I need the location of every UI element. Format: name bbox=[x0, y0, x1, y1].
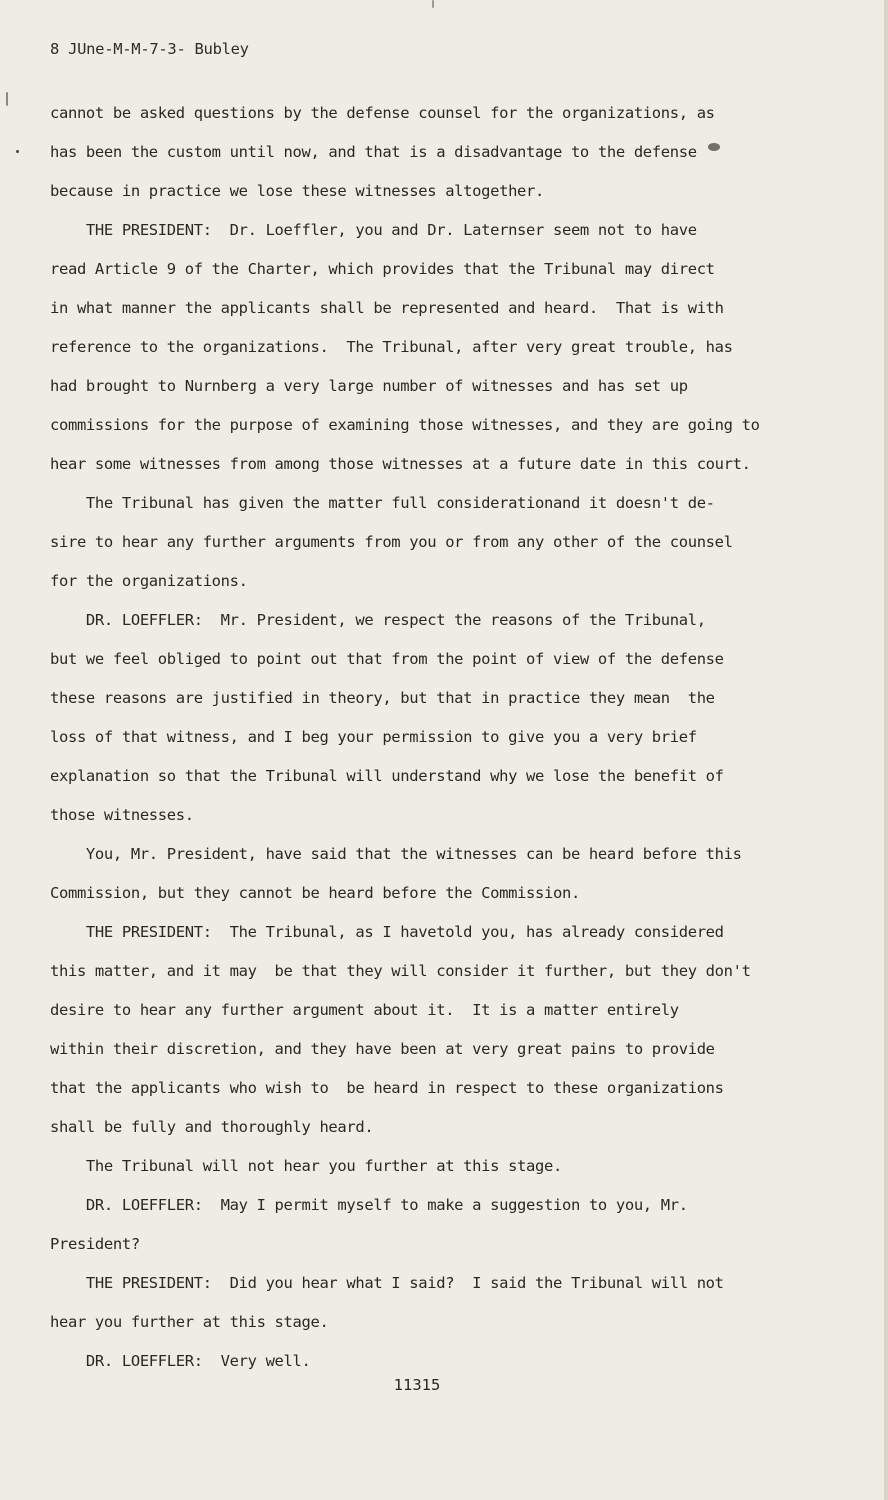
text-line: sire to hear any further arguments from you or from any other of the counsel bbox=[50, 533, 733, 551]
text-line: explanation so that the Tribunal will understand why we lose the benefit of bbox=[50, 767, 724, 785]
text-line: had brought to Nurnberg a very large number of witnesses and has set up bbox=[50, 377, 688, 395]
text-line: shall be fully and thoroughly heard. bbox=[50, 1118, 374, 1136]
edge-mark bbox=[432, 0, 434, 8]
page-edge bbox=[884, 0, 888, 1500]
text-line: for the organizations. bbox=[50, 572, 248, 590]
ink-blot bbox=[708, 143, 720, 151]
text-line: that the applicants who wish to be heard in respect to these organizations bbox=[50, 1079, 724, 1097]
text-line: THE PRESIDENT: The Tribunal, as I havetold you, has already considered bbox=[50, 923, 724, 941]
ink-speck bbox=[16, 150, 19, 153]
margin-mark bbox=[6, 92, 8, 106]
text-line: The Tribunal has given the matter full considerationand it doesn't de- bbox=[50, 494, 715, 512]
text-line: in what manner the applicants shall be represented and heard. That is with bbox=[50, 299, 724, 317]
page-number: 11315 bbox=[393, 1376, 441, 1394]
text-line: Commission, but they cannot be heard before the Commission. bbox=[50, 884, 580, 902]
text-line: hear some witnesses from among those witnesses at a future date in this court. bbox=[50, 455, 751, 473]
text-line: commissions for the purpose of examining those witnesses, and they are going to bbox=[50, 416, 760, 434]
text-line: reference to the organizations. The Tribunal, after very great trouble, has bbox=[50, 338, 733, 356]
text-line: read Article 9 of the Charter, which provides that the Tribunal may direct bbox=[50, 260, 715, 278]
text-line: President? bbox=[50, 1235, 140, 1253]
text-line: loss of that witness, and I beg your permission to give you a very brief bbox=[50, 728, 697, 746]
text-line: desire to hear any further argument about it. It is a matter entirely bbox=[50, 1001, 679, 1019]
text-line: because in practice we lose these witnesses altogether. bbox=[50, 182, 544, 200]
text-line: within their discretion, and they have been at very great pains to provide bbox=[50, 1040, 715, 1058]
text-line: THE PRESIDENT: Dr. Loeffler, you and Dr. Laternser seem not to have bbox=[50, 221, 697, 239]
text-line: DR. LOEFFLER: Mr. President, we respect the reasons of the Tribunal, bbox=[50, 611, 706, 629]
text-line: has been the custom until now, and that is a disadvantage to the defense bbox=[50, 143, 697, 161]
text-line: but we feel obliged to point out that from the point of view of the defense bbox=[50, 650, 724, 668]
text-line: hear you further at this stage. bbox=[50, 1313, 329, 1331]
transcript-body bbox=[50, 94, 850, 1381]
text-line: THE PRESIDENT: Did you hear what I said? I said the Tribunal will not bbox=[50, 1274, 724, 1292]
text-line: these reasons are justified in theory, but that in practice they mean the bbox=[50, 689, 715, 707]
text-line: DR. LOEFFLER: Very well. bbox=[50, 1352, 311, 1370]
text-line: You, Mr. President, have said that the witnesses can be heard before this bbox=[50, 845, 742, 863]
text-line: those witnesses. bbox=[50, 806, 194, 824]
page-header: 8 JUne-M-M-7-3- Bubley bbox=[50, 40, 249, 58]
text-line: The Tribunal will not hear you further at this stage. bbox=[50, 1157, 562, 1175]
text-line: DR. LOEFFLER: May I permit myself to make a suggestion to you, Mr. bbox=[50, 1196, 688, 1214]
text-line: this matter, and it may be that they will consider it further, but they don't bbox=[50, 962, 751, 980]
text-line: cannot be asked questions by the defense counsel for the organizations, as bbox=[50, 104, 715, 122]
